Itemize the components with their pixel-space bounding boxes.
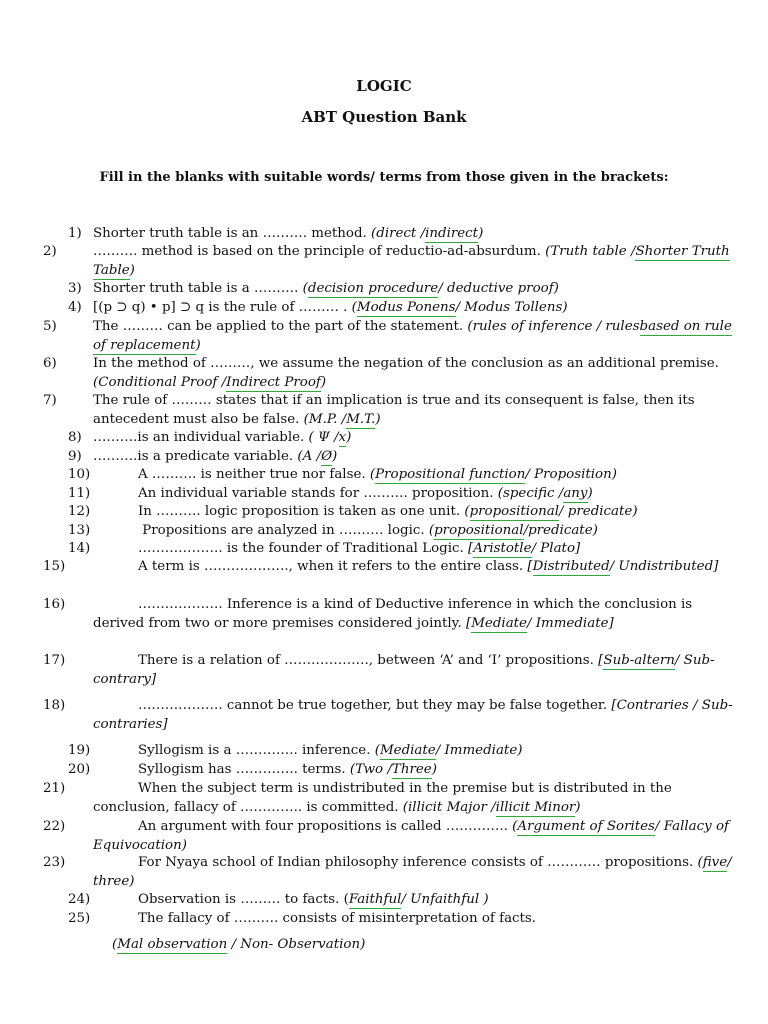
answer-options: ( <box>374 743 380 758</box>
question-item <box>68 522 738 541</box>
answer-options: ( <box>512 819 518 834</box>
question-item <box>43 697 733 734</box>
answer-options-rest: ) <box>320 374 327 390</box>
question-number: 18) <box>43 698 66 713</box>
question-number: 21) <box>43 781 66 796</box>
question-number: 16) <box>43 597 66 612</box>
answer-options: [ <box>465 615 472 631</box>
question-number: 4) <box>68 300 82 315</box>
answer-options-rest: ) <box>431 762 437 777</box>
answer-options-rest: / three) <box>93 855 732 889</box>
question-text: ……….is a predicate variable. <box>93 449 298 464</box>
answer-underline: Mediate <box>379 743 436 758</box>
question-number: 25) <box>68 911 91 926</box>
answer-options: ( <box>428 523 435 538</box>
question-text: A ………. is neither true nor false. <box>138 467 370 482</box>
answer-options: ( Ψ / <box>308 430 339 445</box>
answer-options: (direct / <box>371 226 426 241</box>
answer-options-rest: ) <box>195 337 201 353</box>
question-text: Observation is ……… to facts. ( <box>138 892 349 907</box>
question-item <box>68 429 738 448</box>
question-text: Syllogism has ………….. terms. <box>138 762 350 777</box>
question-text: The fallacy of ………. consists of misinterpretation of facts. <box>138 911 537 926</box>
question-text: ………. method is based on the principle of reductio-ad-absurdum. <box>93 244 546 259</box>
question-number: 13) <box>68 523 91 538</box>
question-item <box>68 503 738 522</box>
question-text: Shorter truth table is an ………. method. <box>93 226 372 241</box>
answer-options-rest: / Undistributed] <box>609 559 719 574</box>
question-number: 22) <box>43 819 66 834</box>
question-item <box>43 652 733 689</box>
question-number: 19) <box>68 743 91 758</box>
question-text: The ……… can be applied to the part of the statement. <box>93 319 468 334</box>
answer-options-rest: / Fallacy of Equivocation) <box>93 819 729 853</box>
question-text: Syllogism is a ………….. inference. <box>138 743 375 758</box>
question-item <box>43 596 733 633</box>
instruction-text: Fill in the blanks with suitable words/ terms from those given in the brackets: <box>99 170 669 185</box>
answer-underline: Indirect Proof <box>226 374 321 390</box>
question-text: [(p ⊃ q) • p] ⊃ q is the rule of ……… . <box>93 300 352 315</box>
answer-options: (specific / <box>497 486 564 501</box>
question-item <box>68 742 738 761</box>
question-text: A term is ………………., when it refers to the entire class. <box>138 559 528 574</box>
answer-underline: Modus Ponens <box>356 300 456 315</box>
answer-options: ( <box>302 281 308 296</box>
question-number: 15) <box>43 559 66 574</box>
answer-options: [ <box>468 541 474 556</box>
answer-underline: any <box>563 486 588 501</box>
question-item <box>43 243 733 280</box>
answer-options-rest: ) <box>587 486 593 501</box>
answer-underline: Faithful <box>348 892 402 907</box>
answer-options-rest: / Immediate) <box>435 743 523 758</box>
answer-underline: Sub-altern <box>603 653 675 668</box>
question-item <box>68 448 738 467</box>
answer-options-rest: ) <box>129 262 135 278</box>
question-number: 3) <box>68 281 82 296</box>
answer-underline: decision procedure <box>307 281 439 296</box>
answer-options-rest: / Plato] <box>531 541 581 556</box>
question-number: 10) <box>68 467 91 482</box>
question-number: 6) <box>43 356 57 371</box>
question-text: In the method of ………, we assume the negation of the conclusion as an additional premise. <box>93 356 719 371</box>
question-text: Propositions are analyzed in ………. logic. <box>138 523 429 538</box>
document-subtitle: ABT Question Bank <box>301 108 467 126</box>
answer-options: ( <box>351 300 357 315</box>
question-item <box>68 225 738 244</box>
answer-options-rest: ) <box>575 799 581 815</box>
question-text: For Nyaya school of Indian philosophy inference consists of ………… propositions. <box>138 855 698 870</box>
document-title: LOGIC <box>356 77 412 95</box>
answer-underline: five <box>702 855 728 870</box>
question-number: 5) <box>43 319 57 334</box>
answer-underline: Mal observation <box>117 937 228 952</box>
answer-underline: based on rule of replacement <box>93 319 732 353</box>
answer-underline: Distributed <box>532 559 610 574</box>
answer-underline: x <box>338 430 347 445</box>
answer-options-rest: / Modus Tollens) <box>455 300 568 315</box>
question-item <box>68 910 738 929</box>
answer-options-rest: ) <box>375 411 381 427</box>
question-number: 7) <box>43 393 57 408</box>
answer-underline: Aristotle <box>473 541 532 556</box>
answer-options-rest: /predicate) <box>523 523 598 538</box>
answer-options: ( <box>697 855 703 870</box>
question-item <box>68 485 738 504</box>
question-text: ………………. is the founder of Traditional Logic. <box>138 541 469 556</box>
answer-underline: M.T. <box>346 411 376 427</box>
question-text: The rule of ……… states that if an implication is true and its consequent is false, then its antecedent must also be false. <box>93 393 695 427</box>
answer-options: (A / <box>297 449 322 464</box>
question-item <box>43 558 733 577</box>
question-item <box>68 891 738 910</box>
answer-underline: Three <box>391 762 432 777</box>
question-item <box>43 355 733 392</box>
question-item <box>43 392 733 429</box>
answer-options-rest: / Sub-contrary] <box>93 653 715 687</box>
answer-underline: Ø <box>321 449 333 464</box>
answer-options: (Truth table / <box>545 244 636 259</box>
answer-options: (illicit Major / <box>402 799 496 815</box>
question-number: 20) <box>68 762 91 777</box>
question-text: In ………. logic proposition is taken as one unit. <box>138 504 465 519</box>
answer-options-rest: / Immediate] <box>526 615 614 631</box>
question-text: ……….is an individual variable. <box>93 430 309 445</box>
question-text: Shorter truth table is a ………. <box>93 281 303 296</box>
answer-options: (Two / <box>349 762 392 777</box>
answer-options-rest: / Proposition) <box>525 467 617 482</box>
answer-underline: Propositional function <box>375 467 526 482</box>
question-item <box>43 818 733 855</box>
answer-options-rest: / Unfaithful ) <box>401 892 489 907</box>
answer-underline: Mediate <box>471 615 527 631</box>
question-item <box>68 280 738 299</box>
answer-options-rest: / deductive proof) <box>438 281 559 296</box>
question-item <box>43 780 733 817</box>
question-text: ………………. Inference is a kind of Deductive inference in which the conclusion is derived from two or more premises considered jointly. <box>93 597 693 631</box>
question-number: 2) <box>43 244 57 259</box>
question-item <box>43 854 733 891</box>
answer-options: ( <box>369 467 376 482</box>
question-item <box>68 466 738 485</box>
answer-options-rest: ) <box>346 430 352 445</box>
question-text: An argument with four propositions is called ………….. <box>138 819 513 834</box>
question-number: 24) <box>68 892 91 907</box>
answer-options: (M.P. / <box>303 411 347 427</box>
question-item <box>43 318 733 355</box>
question-number: 17) <box>43 653 66 668</box>
answer-underline: propositional <box>434 523 524 538</box>
answer-options: (Conditional Proof / <box>93 374 227 390</box>
answer-options: ( <box>464 504 470 519</box>
answer-options-rest: / predicate) <box>559 504 638 519</box>
question-number: 1) <box>68 226 82 241</box>
answer-options: (rules of inference / rules <box>467 319 640 334</box>
question-number: 12) <box>68 504 91 519</box>
question-text: When the subject term is undistributed in the premise but is distributed in the conclusion, fallacy of ………….. is committed. <box>93 781 672 815</box>
answer-underline: propositional <box>469 504 560 519</box>
answer-underline: Shorter Truth Table <box>93 244 730 278</box>
question-number: 11) <box>68 486 91 501</box>
question-item <box>68 761 738 780</box>
answer-underline: Argument of Sorites <box>517 819 655 834</box>
question-item <box>68 540 738 559</box>
answer-options-rest: ) <box>478 226 484 241</box>
answer-options: [ <box>527 559 533 574</box>
question-text: An individual variable stands for ………. proposition. <box>138 486 498 501</box>
answer-options-rest: ) <box>332 449 338 464</box>
question-text: ………………. cannot be true together, but they may be false together. <box>138 698 612 713</box>
answer-options: [Contraries / Sub-contraries] <box>93 698 733 732</box>
question-text: There is a relation of ………………., between ‘A’ and ‘I’ propositions. <box>138 653 599 668</box>
footer-options: (Mal observation / Non- Observation) <box>112 937 366 952</box>
question-item <box>68 299 738 318</box>
question-number: 8) <box>68 430 82 445</box>
question-number: 23) <box>43 855 66 870</box>
answer-options: [ <box>598 653 604 668</box>
question-number: 14) <box>68 541 91 556</box>
answer-underline: indirect <box>425 226 479 241</box>
question-number: 9) <box>68 449 82 464</box>
answer-underline: illicit Minor <box>495 799 576 815</box>
